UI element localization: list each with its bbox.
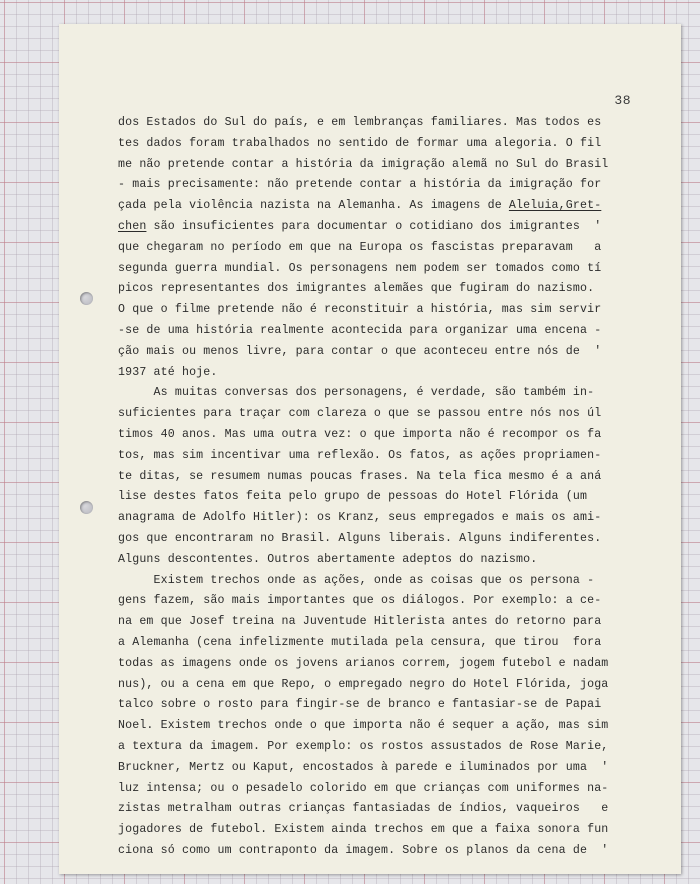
body-text — [118, 113, 648, 862]
text-line: te ditas, se resumem numas poucas frases. Na tela fica mesmo é a aná — [118, 469, 602, 483]
text-line: na em que Josef treina na Juventude Hitlerista antes do retorno para — [118, 615, 602, 629]
text-line: picos representantes dos imigrantes alemães que fugiram do nazismo. — [118, 282, 595, 296]
text-line: anagrama de Adolfo Hitler): os Kranz, seus empregados e mais os ami- — [118, 511, 602, 525]
text-line: talco sobre o rosto para fingir-se de branco e fantasiar-se de Papai — [118, 698, 602, 712]
text-line: Alguns descontentes. Outros abertamente adeptos do nazismo. — [118, 552, 538, 566]
text-line: timos 40 anos. Mas uma outra vez: o que importa não é recompor os fa — [118, 427, 602, 441]
punch-hole-bottom — [80, 501, 93, 514]
page-number: 38 — [614, 93, 631, 108]
text-line: tos, mas sim incentivar uma reflexão. Os fatos, as ações propriamen- — [118, 448, 602, 462]
text-line: Noel. Existem trechos onde o que importa não é sequer a ação, mas sim — [118, 719, 609, 733]
text-line: que chegaram no período em que na Europa os fascistas preparavam a — [118, 240, 602, 254]
text-line: a textura da imagem. Por exemplo: os rostos assustados de Rose Marie, — [118, 739, 609, 753]
text-line: - mais precisamente: não pretende contar a história da imigração for — [118, 178, 602, 192]
text-line: gens fazem, são mais importantes que os diálogos. Por exemplo: a ce- — [118, 594, 602, 608]
text-line-film-title — [118, 196, 648, 217]
punch-hole-top — [80, 292, 93, 305]
text-line: O que o filme pretende não é reconstituir a história, mas sim servir — [118, 303, 602, 317]
text-line: lise destes fatos feita pelo grupo de pessoas do Hotel Flórida (um — [118, 490, 588, 504]
text-line: dos Estados do Sul do país, e em lembranças familiares. Mas todos es — [118, 116, 602, 129]
text-line: zistas metralham outras crianças fantasiadas de índios, vaqueiros e — [118, 802, 609, 816]
typewritten-page — [59, 24, 681, 874]
text-line: Existem trechos onde as ações, onde as coisas que os persona - — [118, 573, 595, 587]
text-line: ciona só como um contraponto da imagem. Sobre os planos da cena de ' — [118, 843, 609, 857]
text-line: jogadores de futebol. Existem ainda trechos em que a faixa sonora fun — [118, 823, 609, 837]
text-line: todas as imagens onde os jovens arianos correm, jogem futebol e nadam — [118, 656, 609, 670]
film-title-underlined: Aleluia,Gret- — [508, 199, 602, 213]
text-line: gos que encontraram no Brasil. Alguns liberais. Alguns indiferentes. — [118, 531, 602, 545]
text-line-film-title-cont — [118, 217, 648, 238]
text-line: tes dados foram trabalhados no sentido de formar uma alegoria. O fil — [118, 136, 602, 150]
text-line: Bruckner, Mertz ou Kaput, encostados à parede e iluminados por uma ' — [118, 760, 609, 774]
text-line: suficientes para traçar com clareza o que se passou entre nós nos úl — [118, 407, 602, 421]
film-title-underlined-cont: chen — [118, 219, 147, 233]
text-line: -se de uma história realmente acontecida para organizar uma encena - — [118, 323, 602, 337]
text-line: ção mais ou menos livre, para contar o que aconteceu entre nós de ' — [118, 344, 602, 358]
text-line: luz intensa; ou o pesadelo colorido em que crianças com uniformes na- — [118, 781, 609, 795]
line-prefix: çada pela violência nazista na Alemanha. As imagens de — [118, 199, 509, 213]
text-line: 1937 até hoje. — [118, 365, 218, 379]
text-line: me não pretende contar a história da imigração alemã no Sul do Brasil — [118, 157, 609, 171]
line-suffix: são insuficientes para documentar o cotidiano dos imigrantes ' — [146, 219, 602, 233]
text-line: a Alemanha (cena infelizmente mutilada pela censura, que tirou fora — [118, 635, 602, 649]
text-line: segunda guerra mundial. Os personagens nem podem ser tomados como tí — [118, 261, 602, 275]
text-line: nus), ou a cena em que Repo, o empregado negro do Hotel Flórida, joga — [118, 677, 609, 691]
text-line: As muitas conversas dos personagens, é verdade, são também in- — [118, 386, 595, 400]
